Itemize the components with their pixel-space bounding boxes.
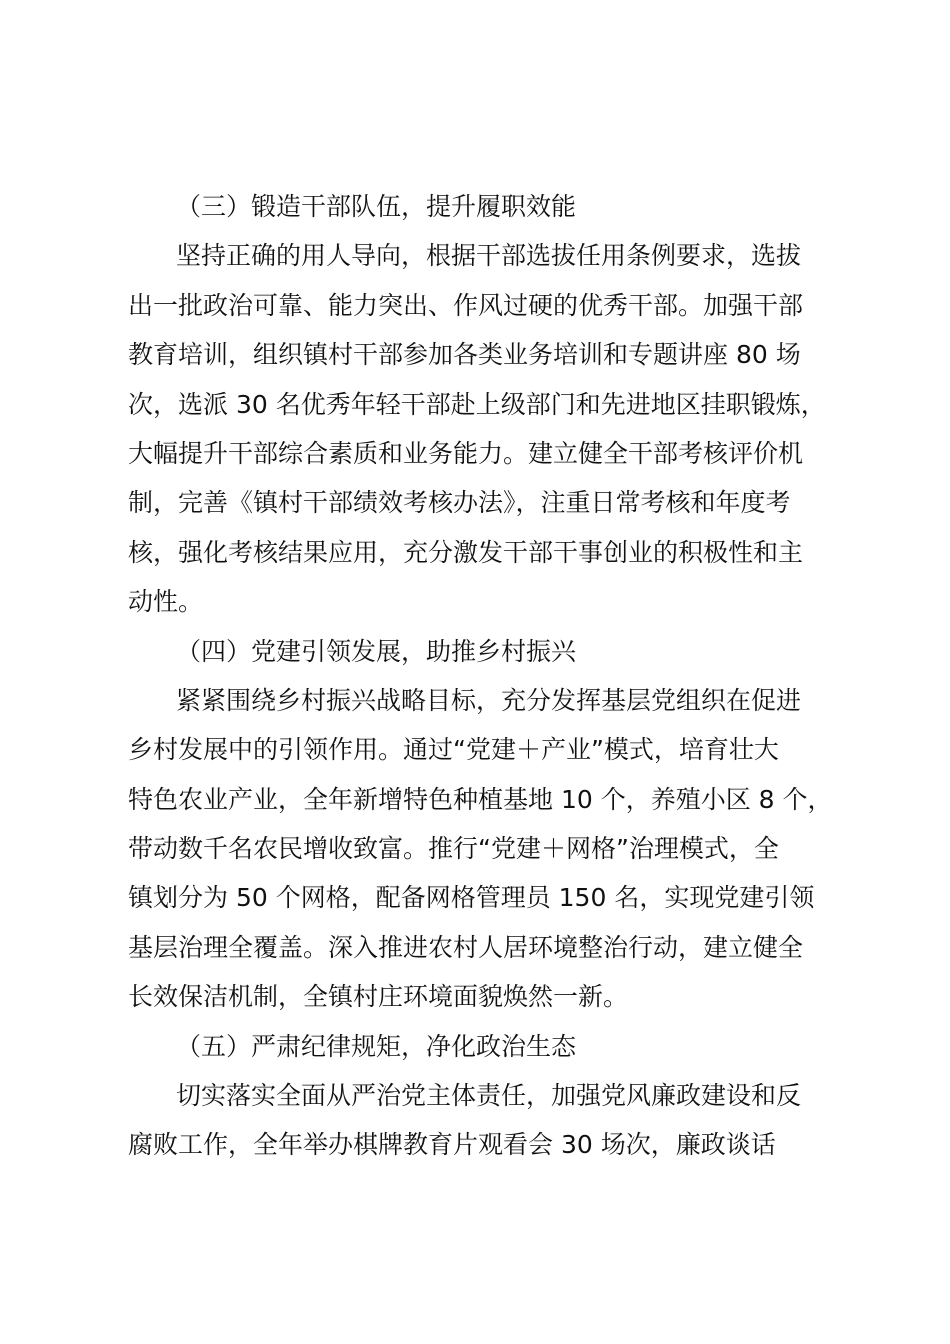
paragraph-line: 制，完善《镇村干部绩效考核办法》，注重日常考核和年度考	[128, 488, 791, 518]
paragraph-line: 紧紧围绕乡村振兴战略目标，充分发挥基层党组织在促进	[176, 685, 802, 715]
paragraph-line: 腐败工作，全年举办棋牌教育片观看会 30 场次，廉政谈话	[128, 1130, 776, 1160]
document-body	[128, 182, 840, 1170]
paragraph-line: 大幅提升干部综合素质和业务能力。建立健全干部考核评价机	[128, 438, 804, 468]
paragraph-line: 乡村发展中的引领作用。通过“党建＋产业”模式，培育壮大	[128, 735, 779, 765]
paragraph-line: 镇划分为 50 个网格，配备网格管理员 150 名，实现党建引领	[128, 883, 815, 913]
paragraph-line: 教育培训，组织镇村干部参加各类业务培训和专题讲座 80 场	[128, 340, 801, 370]
paragraph-line: 特色农业产业，全年新增特色种植基地 10 个，养殖小区 8 个，	[128, 784, 833, 814]
paragraph-line: 基层治理全覆盖。深入推进农村人居环境整治行动，建立健全	[128, 932, 804, 962]
paragraph-line: 动性。	[128, 587, 204, 617]
paragraph-line: 核，强化考核结果应用，充分激发干部干事创业的积极性和主	[128, 537, 804, 567]
paragraph-line: 出一批政治可靠、能力突出、作风过硬的优秀干部。加强干部	[128, 290, 804, 320]
section-heading-4: （四）党建引领发展，助推乡村振兴	[176, 636, 577, 666]
paragraph-line: 长效保洁机制，全镇村庄环境面貌焕然一新。	[128, 982, 629, 1012]
paragraph-line: 次，选派 30 名优秀年轻干部赴上级部门和先进地区挂职锻炼，	[128, 389, 826, 419]
paragraph-line: 带动数千名农民增收致富。推行“党建＋网格”治理模式，全	[128, 834, 779, 864]
section-heading-3: （三）锻造干部队伍，提升履职效能	[176, 192, 577, 221]
section-heading-5: （五）严肃纪律规矩，净化政治生态	[176, 1031, 577, 1061]
paragraph-line: 坚持正确的用人导向，根据干部选拔任用条例要求，选拔	[176, 241, 802, 271]
paragraph-line: 切实落实全面从严治党主体责任，加强党风廉政建设和反	[176, 1081, 802, 1111]
